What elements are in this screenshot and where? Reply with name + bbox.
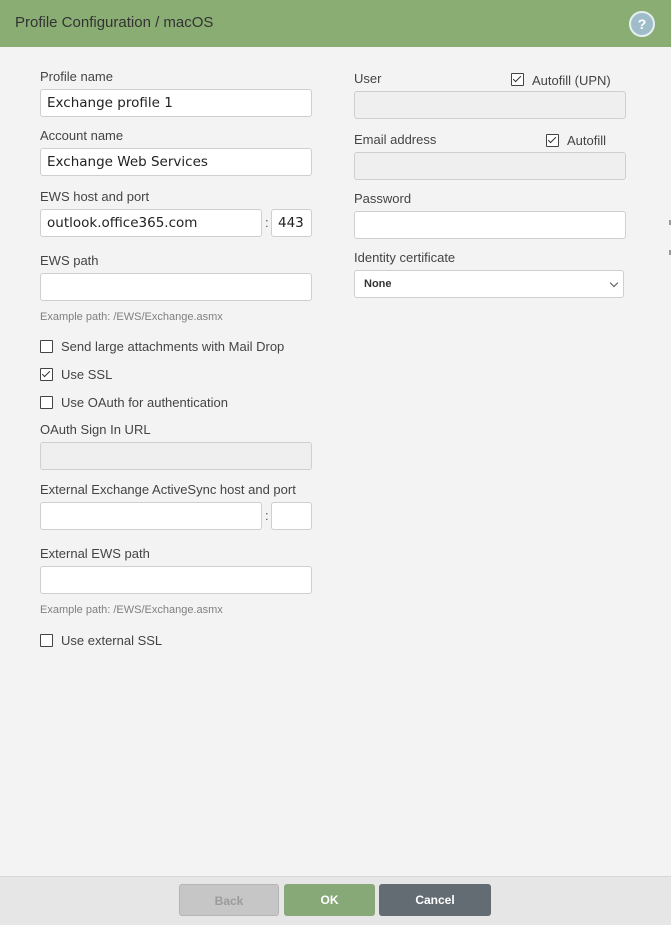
identity-certificate-select[interactable] [354, 270, 624, 298]
external-path-input[interactable] [40, 566, 312, 594]
user-input[interactable] [354, 91, 626, 119]
mail-drop-label[interactable]: Send large attachments with Mail Drop [61, 339, 285, 354]
mail-drop-checkbox[interactable] [40, 340, 53, 353]
ews-path-label: EWS path [40, 253, 99, 268]
account-name-input[interactable]: Exchange Web Services [40, 148, 312, 176]
use-ssl-checkbox[interactable] [40, 368, 53, 381]
user-label: User [354, 71, 382, 86]
dialog-title: Profile Configuration / macOS [15, 14, 214, 31]
use-oauth-label[interactable]: Use OAuth for authentication [61, 395, 228, 410]
email-label: Email address [354, 132, 437, 147]
ok-button[interactable]: OK [284, 884, 375, 916]
port-separator: : [265, 215, 269, 230]
identity-certificate-value: None [364, 278, 392, 290]
back-button[interactable]: Back [179, 884, 279, 916]
external-host-input[interactable] [40, 502, 262, 530]
profile-name-label: Profile name [40, 69, 113, 84]
ews-path-hint: Example path: /EWS/Exchange.asmx [40, 311, 223, 323]
external-host-label: External Exchange ActiveSync host and port [40, 482, 296, 497]
ews-path-input[interactable] [40, 273, 312, 301]
external-ssl-checkbox[interactable] [40, 634, 53, 647]
help-button[interactable]: ? [629, 11, 655, 37]
password-label: Password [354, 191, 412, 206]
cancel-button[interactable]: Cancel [379, 884, 491, 916]
email-autofill-checkbox[interactable] [546, 134, 559, 147]
dialog-header [0, 0, 671, 47]
external-ssl-label[interactable]: Use external SSL [61, 633, 163, 648]
external-path-label: External EWS path [40, 546, 150, 561]
oauth-url-input[interactable] [40, 442, 312, 470]
user-autofill-checkbox[interactable] [511, 73, 524, 86]
use-oauth-checkbox[interactable] [40, 396, 53, 409]
user-autofill-label[interactable]: Autofill (UPN) [532, 73, 611, 88]
account-name-label: Account name [40, 128, 124, 143]
chevron-down-icon [610, 279, 618, 287]
email-input[interactable] [354, 152, 626, 180]
ews-host-label: EWS host and port [40, 189, 150, 204]
use-ssl-label[interactable]: Use SSL [61, 367, 113, 382]
ews-port-input[interactable]: 443 [271, 209, 312, 237]
external-port-separator: : [265, 508, 269, 523]
ews-host-input[interactable]: outlook.office365.com [40, 209, 262, 237]
external-port-input[interactable] [271, 502, 312, 530]
password-input[interactable] [354, 211, 626, 239]
email-autofill-label[interactable]: Autofill [567, 133, 607, 148]
profile-name-input[interactable]: Exchange profile 1 [40, 89, 312, 117]
identity-certificate-label: Identity certificate [354, 250, 456, 265]
oauth-url-label: OAuth Sign In URL [40, 422, 151, 437]
external-path-hint: Example path: /EWS/Exchange.asmx [40, 604, 223, 616]
